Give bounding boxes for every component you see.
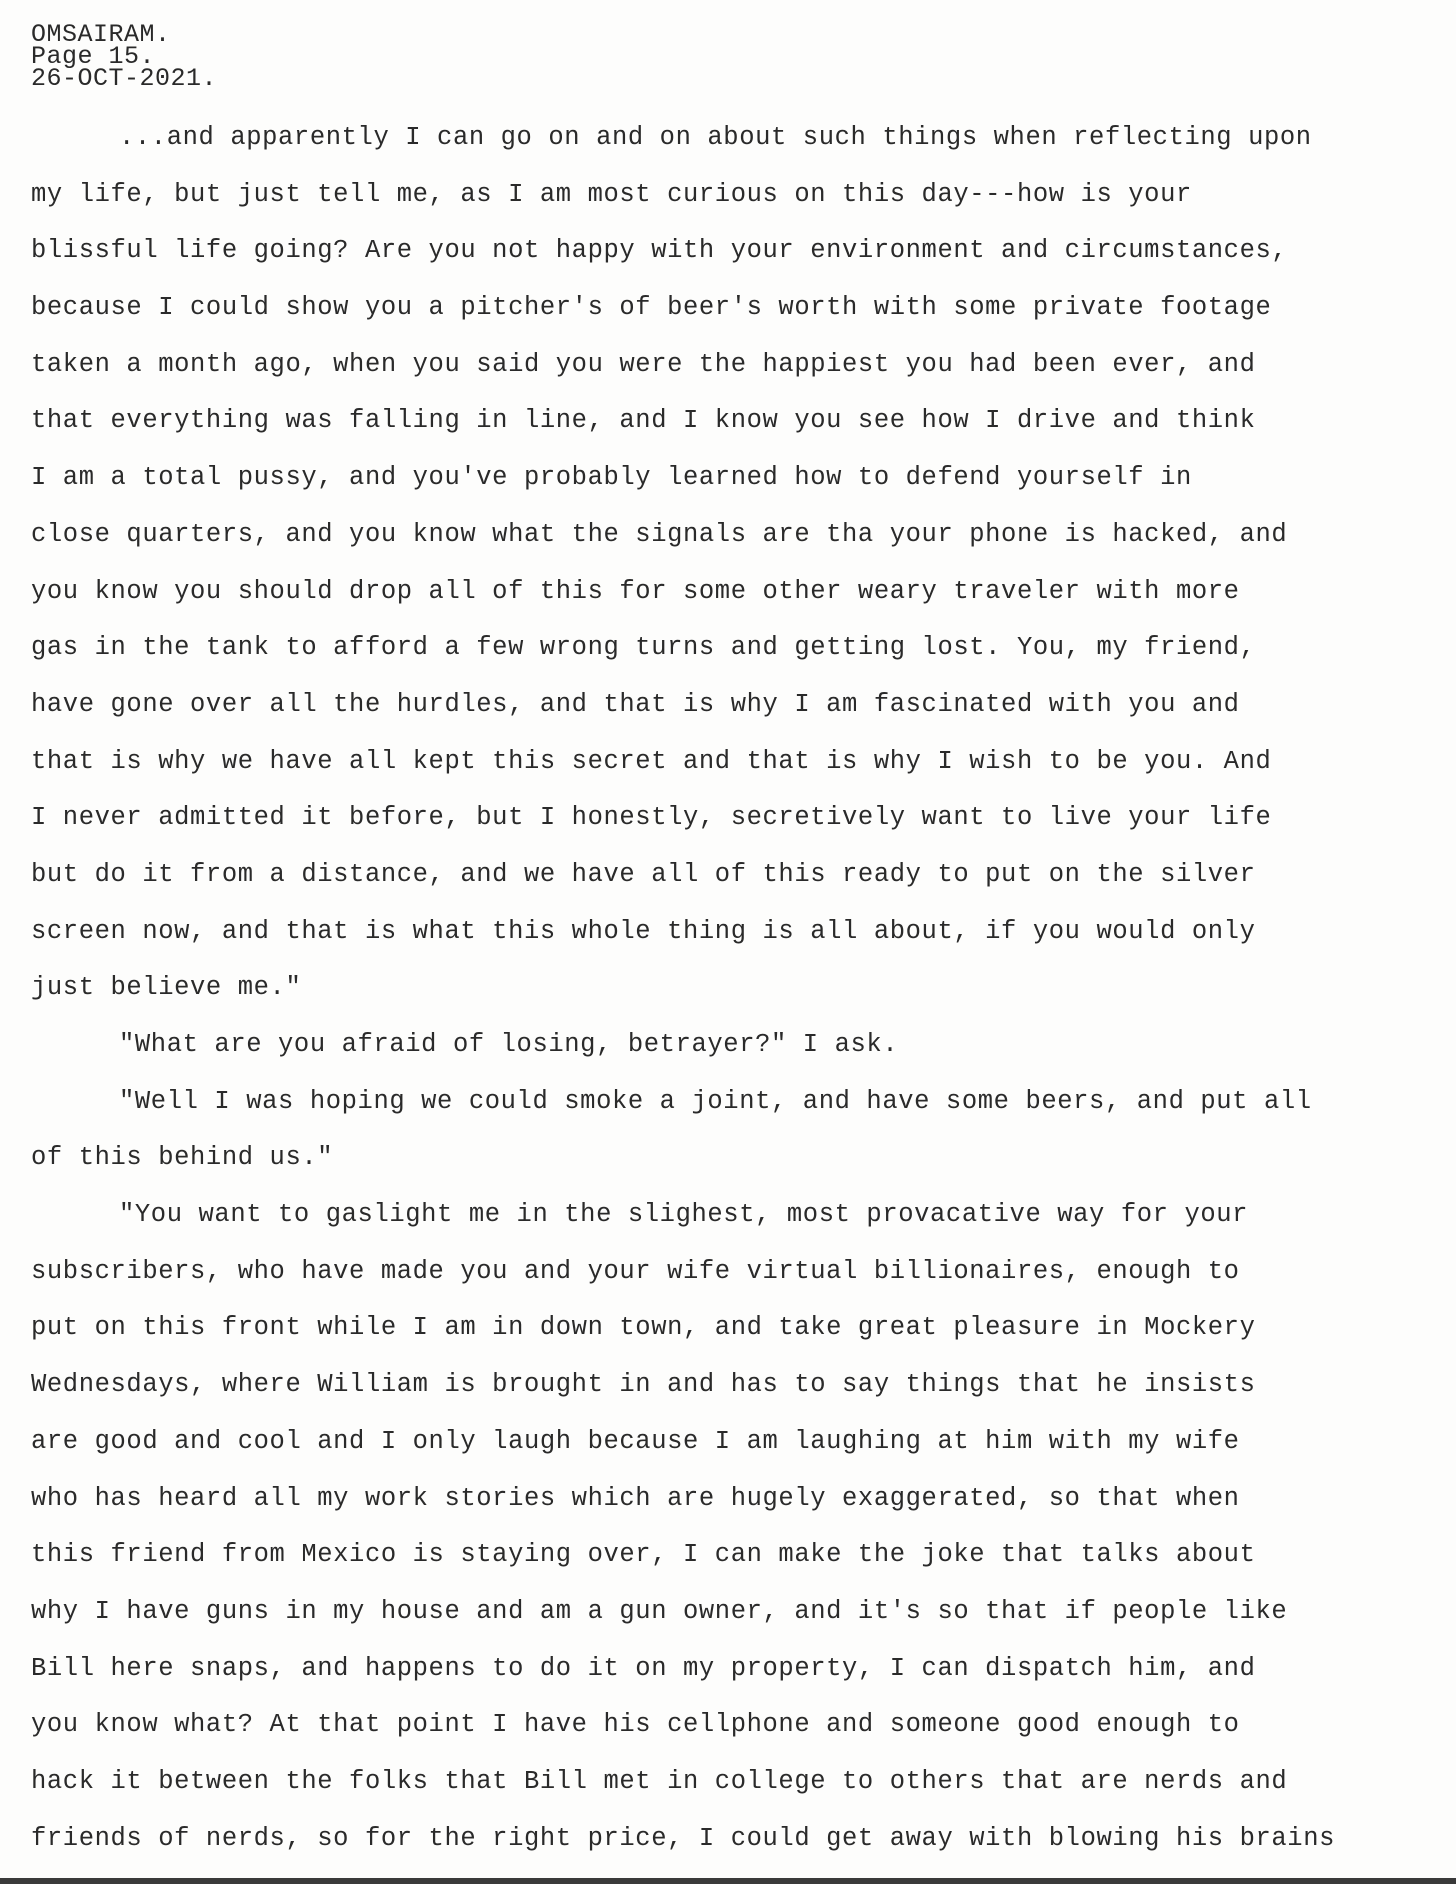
text-line: who has heard all my work stories which are hugely exaggerated, so that when: [31, 1483, 1240, 1513]
text-line: "What are you afraid of losing, betrayer?" I ask.: [119, 1030, 899, 1059]
text-line: I am a total pussy, and you've probably learned how to defend yourself in: [31, 463, 1192, 493]
text-line: of this behind us.": [31, 1143, 334, 1173]
text-line: "Well I was hoping we could smoke a joint, and have some beers, and put all: [119, 1086, 1312, 1116]
body-text: [31, 123, 1421, 1880]
text-line: but do it from a distance, and we have all of this ready to put on the silver: [31, 859, 1256, 889]
text-line: I never admitted it before, but I honestly, secretively want to live your life: [31, 803, 1272, 833]
text-line: taken a month ago, when you said you were the happiest you had been ever, and: [31, 349, 1256, 379]
text-line: Bill here snaps, and happens to do it on my property, I can dispatch him, and: [31, 1653, 1256, 1683]
text-line: screen now, and that is what this whole thing is all about, if you would only: [31, 916, 1256, 946]
text-line: "You want to gaslight me in the slighest, most provacative way for your: [119, 1200, 1249, 1230]
text-line: that is why we have all kept this secret and that is why I wish to be you. And: [31, 746, 1272, 776]
text-line: gas in the tank to afford a few wrong turns and getting lost. You, my friend,: [31, 633, 1256, 663]
text-line: have gone over all the hurdles, and that is why I am fascinated with you and: [31, 689, 1240, 719]
text-line: subscribers, who have made you and your wife virtual billionaires, enough to: [31, 1256, 1240, 1286]
text-line: put on this front while I am in down town, and take great pleasure in Mockery: [31, 1313, 1256, 1343]
text-line: blissful life going? Are you not happy with your environment and circumstances,: [31, 236, 1288, 266]
text-line: hack it between the folks that Bill met in college to others that are nerds and: [31, 1766, 1288, 1796]
text-line: my life, but just tell me, as I am most curious on this day---how is your: [31, 179, 1192, 209]
text-line: are good and cool and I only laugh because I am laughing at him with my wife: [31, 1426, 1240, 1456]
header-title: OMSAIRAM.: [31, 20, 171, 49]
header-page-number: Page 15.: [31, 42, 156, 71]
page-header: [31, 20, 218, 93]
text-line: close quarters, and you know what the signals are tha your phone is hacked, and: [31, 519, 1288, 549]
text-line: you know you should drop all of this for some other weary traveler with more: [31, 576, 1240, 606]
text-line: Wednesdays, where William is brought in and has to say things that he insists: [31, 1370, 1256, 1400]
header-date: 26-OCT-2021.: [31, 64, 218, 93]
text-line: just believe me.": [31, 973, 302, 1003]
text-line: ...and apparently I can go on and on about such things when reflecting upon: [119, 123, 1312, 152]
text-line: this friend from Mexico is staying over, I can make the joke that talks about: [31, 1540, 1256, 1570]
text-line: that everything was falling in line, and I know you see how I drive and think: [31, 406, 1256, 436]
page-bottom-edge: [0, 1878, 1456, 1884]
text-line: why I have guns in my house and am a gun owner, and it's so that if people like: [31, 1596, 1288, 1626]
text-line: because I could show you a pitcher's of beer's worth with some private footage: [31, 293, 1272, 323]
text-line: you know what? At that point I have his cellphone and someone good enough to: [31, 1710, 1240, 1740]
text-line: friends of nerds, so for the right price, I could get away with blowing his brains: [31, 1823, 1336, 1853]
